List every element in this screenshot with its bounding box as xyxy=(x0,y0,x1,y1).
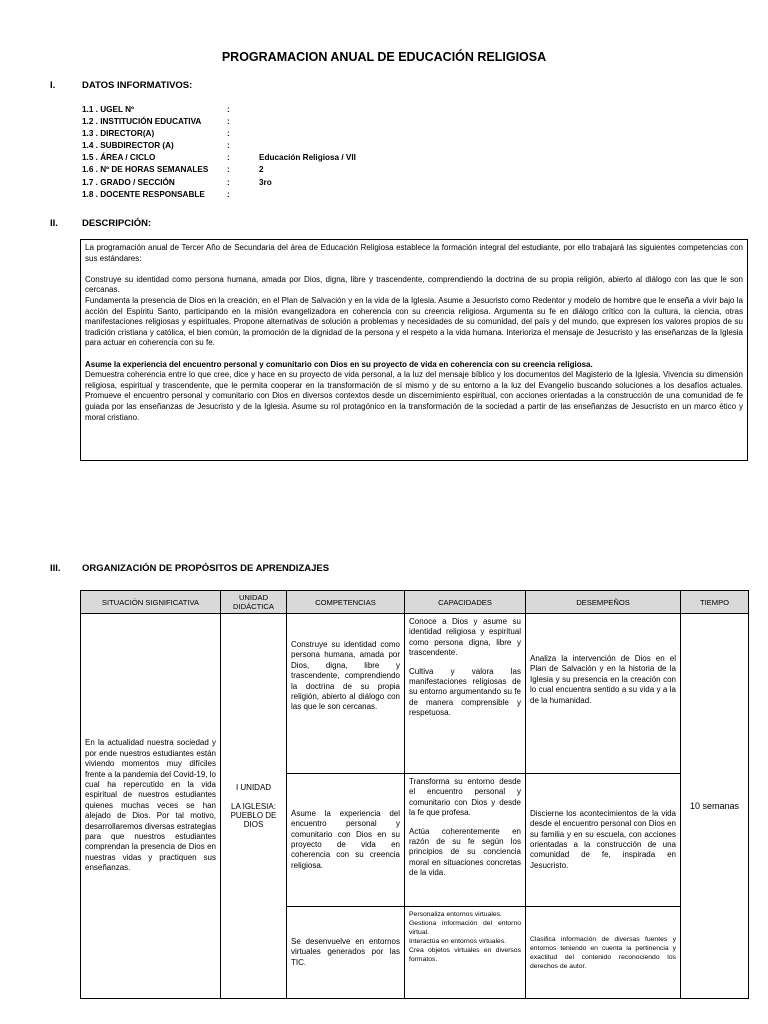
capacidad: Transforma su entorno desde el encuentro personal y comunitario con Dios y desde la fe que profesa. xyxy=(409,777,521,818)
competencia-cell: Se desenvuelve en entornos virtuales generados por las TIC. xyxy=(287,907,405,999)
page-title: PROGRAMACION ANUAL DE EDUCACIÓN RELIGIOSA xyxy=(221,50,547,64)
description-box xyxy=(80,239,748,461)
capacidades-cell xyxy=(405,774,526,907)
info-row-horas xyxy=(82,164,356,176)
capacidad: Conoce a Dios y asume su identidad religiosa y espiritual como persona digna, libre y trascendente. xyxy=(409,617,521,658)
capacidad: Gestiona información del entorno virtual. xyxy=(409,920,521,936)
info-row-grado xyxy=(82,177,356,189)
section-heading-descripcion xyxy=(50,218,151,229)
competency-2-standard: Demuestra coherencia entre lo que cree, dice y hace en su proyecto de vida personal, a la luz del mensaje bíblico y los documentos del Magisterio de la Iglesia. Vivencia su dimensión religiosa, espiritual y trascendente, que le permita cooperar en la transformación de sí mismo y de su entorno a la luz del Evangelio buscando soluciones a los desafíos actuales. Promueve el encuentro personal y comunitario con Dios en diversos contextos desde un discernimiento espiritual, con acciones orientadas a la construcción de una comunidad de fe guiada por las enseñanzas de Jesucristo y de la Iglesia. Asume su rol protagónico en la transformación de la sociedad a partir de las enseñanzas de Jesucristo en un marco ético y moral cristiano. xyxy=(85,370,743,422)
unidad-name: LA IGLESIA: PUEBLO DE DIOS xyxy=(230,802,277,829)
capacidades-cell xyxy=(405,907,526,999)
info-value: Educación Religiosa / VII xyxy=(259,153,356,163)
info-label: 1.7 . GRADO / SECCIÓN xyxy=(82,177,175,187)
info-colon: : xyxy=(227,141,230,151)
info-label: 1.2 . INSTITUCIÓN EDUCATIVA xyxy=(82,117,202,127)
capacidad: Crea objetos virtuales en diversos formatos. xyxy=(409,947,521,963)
competency-1-title: Construye su identidad como persona humana, amada por Dios, digna, libre y trascendente, comprendiendo la doctrina de su propia religión, abierto al diálogo con las que le son cercanas. xyxy=(85,274,743,295)
description-intro: La programación anual de Tercer Año de Secundaria del área de Educación Religiosa establece la formación integral del estudiante, por ello trabajará las siguientes competencias con sus estándares: xyxy=(85,243,743,263)
table-row xyxy=(81,614,749,774)
info-colon: : xyxy=(227,105,230,114)
situacion-cell: En la actualidad nuestra sociedad y por ende nuestros estudiantes están viviendo momentos muy difíciles frente a la pandemia del Covid-19, lo cual ha repercutido en la vida espiritual de nuestros estudiantes quienes muchas veces se han alejado de Dios. Por tal motivo, desarrollaremos diversas estrategias para que nuestros estudiantes comprendan la presencia de Dios en nuestras vidas y practiquen sus enseñanzas. xyxy=(81,614,221,999)
purposes-table xyxy=(80,590,749,999)
info-colon: : xyxy=(227,177,230,187)
section-number: I. xyxy=(50,80,56,91)
header-situacion: SITUACIÓN SIGNIFICATIVA xyxy=(81,591,221,614)
info-row-docente xyxy=(82,189,356,201)
info-row-ugel xyxy=(82,104,356,116)
header-unidad: UNIDAD DIDÁCTICA xyxy=(221,591,287,614)
info-row-area xyxy=(82,152,356,164)
section-title: ORGANIZACIÓN DE PROPÓSITOS DE APRENDIZAJES xyxy=(82,563,330,574)
capacidad: Interactúa en entornos virtuales. xyxy=(409,938,507,945)
info-label: 1.1 . UGEL Nº xyxy=(82,105,134,114)
section-title: DATOS INFORMATIVOS: xyxy=(82,80,193,91)
info-value: 2 xyxy=(259,165,264,175)
info-colon: : xyxy=(227,189,230,199)
competency-2-title: Asume la experiencia del encuentro personal y comunitario con Dios en su proyecto de vida en coherencia con su creencia religiosa. xyxy=(85,359,593,369)
info-label: 1.6 . Nº DE HORAS SEMANALES xyxy=(82,165,209,175)
info-colon: : xyxy=(227,117,230,127)
info-row-director xyxy=(82,128,356,140)
info-label: 1.8 . DOCENTE RESPONSABLE xyxy=(82,189,205,199)
section-number: III. xyxy=(50,563,61,574)
capacidad: Cultiva y valora las manifestaciones religiosas de su entorno argumentando su fe de manera comprensible y respetuosa. xyxy=(409,666,521,718)
desempeno-cell: Analiza la intervención de Dios en el Plan de Salvación y en la historia de la Iglesia y su presencia en la creación con lo cual encuentra sentido a su vida y a la de la humanidad. xyxy=(526,614,681,774)
header-capacidades: CAPACIDADES xyxy=(405,591,526,614)
info-colon: : xyxy=(227,129,230,139)
table-header-row xyxy=(81,591,749,614)
info-colon: : xyxy=(227,153,230,163)
info-value: 3ro xyxy=(259,177,272,187)
section-number: II. xyxy=(50,218,58,229)
competency-1-standard: Fundamenta la presencia de Dios en la creación, en el Plan de Salvación y en la vida de la Iglesia. Asume a Jesucristo como Redentor y modelo de hombre que le enseña a vivir bajo la acción del Espíritu Santo, participando en la misión evangelizadora en coherencia con su creencia religiosa. Argumenta su fe en diálogo crítico con la cultura, la ciencia, otras manifestaciones religiosas y espirituales. Propone alternativas de solución a problemas y necesidades de su comunidad, del país y del mundo, que expresen los valores propios de su tradición cristiana y católica, el bien común, la promoción de la dignidad de la persona y el respeto a la vida humana. Interioriza el mensaje de Jesucristo y las enseñanzas de la Iglesia para actuar en coherencia con su fe. xyxy=(85,295,743,348)
section-heading-datos xyxy=(50,80,192,91)
section-heading-organizacion xyxy=(50,563,329,574)
capacidades-cell xyxy=(405,614,526,774)
info-label: 1.4 . SUBDIRECTOR (A) xyxy=(82,141,174,151)
tiempo-cell: 10 semanas xyxy=(681,614,749,999)
header-competencias: COMPETENCIAS xyxy=(287,591,405,614)
info-label: 1.3 . DIRECTOR(A) xyxy=(82,129,155,139)
info-list xyxy=(82,104,356,201)
info-label: 1.5 . ÁREA / CICLO xyxy=(82,153,156,163)
section-title: DESCRIPCIÓN: xyxy=(82,218,152,229)
info-row-institucion xyxy=(82,116,356,128)
desempeno-cell: Clasifica información de diversas fuentes y entornos teniendo en cuenta la pertinencia y exactitud del contenido reconociendo los derechos de autor. xyxy=(526,907,681,999)
competencia-cell: Asume la experiencia del encuentro personal y comunitario con Dios en su proyecto de vida en coherencia con su creencia religiosa. xyxy=(287,774,405,907)
competencia-cell: Construye su identidad como persona humana, amada por Dios, digna, libre y trascendente, comprendiendo la doctrina de su propia religión, abierto al diálogo con las que le son cercanas. xyxy=(287,614,405,774)
unidad-number: I UNIDAD xyxy=(235,783,272,792)
capacidad: Actúa coherentemente en razón de su fe según los principios de su conciencia moral en situaciones concretas de la vida. xyxy=(409,826,521,878)
header-tiempo: TIEMPO xyxy=(681,591,749,614)
capacidad: Personaliza entornos virtuales. xyxy=(409,911,502,918)
header-desempenos: DESEMPEÑOS xyxy=(526,591,681,614)
info-colon: : xyxy=(227,165,230,175)
desempeno-cell: Discierne los acontecimientos de la vida desde el encuentro personal con Dios en su familia y en su escuela, con acciones orientadas a la construcción de una comunidad de fe, inspirada en Jesucristo. xyxy=(526,774,681,907)
unidad-cell xyxy=(221,614,287,999)
info-row-subdirector xyxy=(82,140,356,152)
